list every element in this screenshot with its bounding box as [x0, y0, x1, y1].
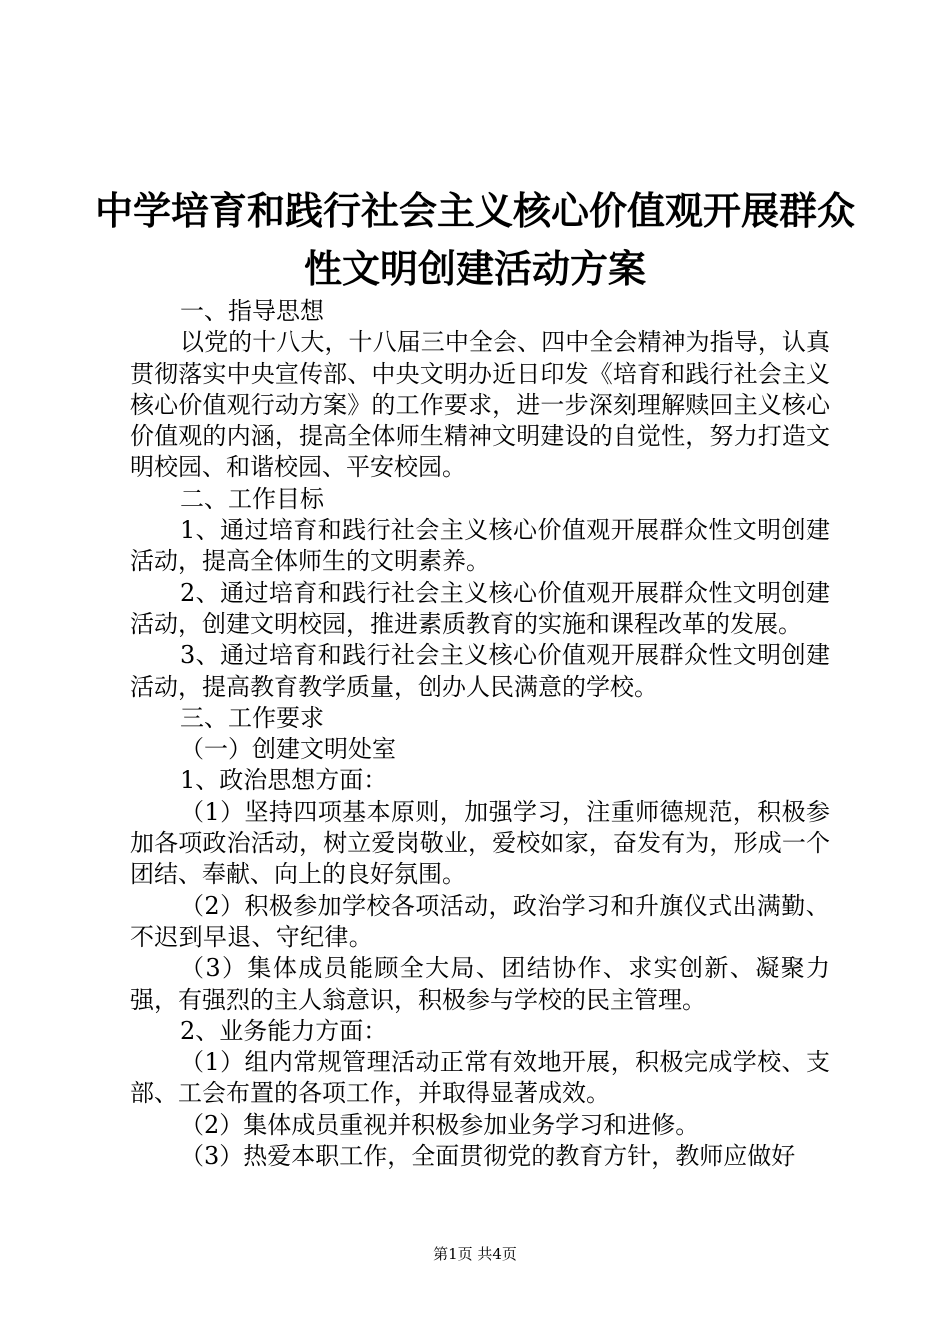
paragraph-political-2: （2）积极参加学校各项活动，政治学习和升旗仪式出满勤、不迟到早退、守纪律。 — [130, 891, 830, 951]
paragraph-professional-1: （1）组内常规管理活动正常有效地开展，积极完成学校、支部、工会布置的各项工作，并取得显著成效。 — [130, 1048, 830, 1108]
document-title-line-2: 性文明创建活动方案 — [303, 247, 646, 291]
section-heading-work-requirements: 三、工作要求 — [180, 703, 324, 732]
paragraph-professional-2: （2）集体成员重视并积极参加业务学习和进修。 — [180, 1110, 700, 1139]
subsection-heading-civilized-office: （一）创建文明处室 — [180, 735, 396, 764]
paragraph-goal-1: 1、通过培育和践行社会主义核心价值观开展群众性文明创建活动，提高全体师生的文明素养。 — [130, 516, 830, 576]
paragraph-political-1: （1）坚持四项基本原则，加强学习，注重师德规范，积极参加各项政治活动，树立爱岗敬业，爱校如家，奋发有为，形成一个团结、奉献、向上的良好氛围。 — [130, 797, 830, 889]
section-heading-guiding-ideology: 一、指导思想 — [180, 297, 324, 325]
document-title-line-1: 中学培育和践行社会主义核心价值观开展群众 — [94, 189, 855, 233]
section-heading-work-goals: 二、工作目标 — [180, 484, 324, 513]
paragraph-guiding-ideology: 以党的十八大，十八届三中全会、四中全会精神为指导，认真贯彻落实中央宣传部、中央文明办近日印发《培育和践行社会主义核心价值观行动方案》的工作要求，进一步深刻理解赎回主义核心价值观的内涵，提高全体师生精神文明建设的自觉性，努力打造文明校园、和谐校园、平安校园。 — [130, 328, 830, 482]
paragraph-professional-3: （3）热爱本职工作，全面贯彻党的教育方针，教师应做好 — [180, 1142, 796, 1171]
paragraph-political-3: （3）集体成员能顾全大局、团结协作、求实创新、凝聚力强，有强烈的主人翁意识，积极参与学校的民主管理。 — [130, 954, 830, 1014]
item-heading-political-thought: 1、政治思想方面： — [180, 766, 388, 795]
paragraph-goal-3: 3、通过培育和践行社会主义核心价值观开展群众性文明创建活动，提高教育教学质量，创办人民满意的学校。 — [130, 641, 830, 701]
item-heading-professional-ability: 2、业务能力方面： — [180, 1016, 388, 1045]
page-number-footer: 第1页 共4页 — [433, 1245, 517, 1263]
paragraph-goal-2: 2、通过培育和践行社会主义核心价值观开展群众性文明创建活动，创建文明校园，推进素质教育的实施和课程改革的发展。 — [130, 578, 830, 638]
document-body — [130, 296, 830, 1172]
